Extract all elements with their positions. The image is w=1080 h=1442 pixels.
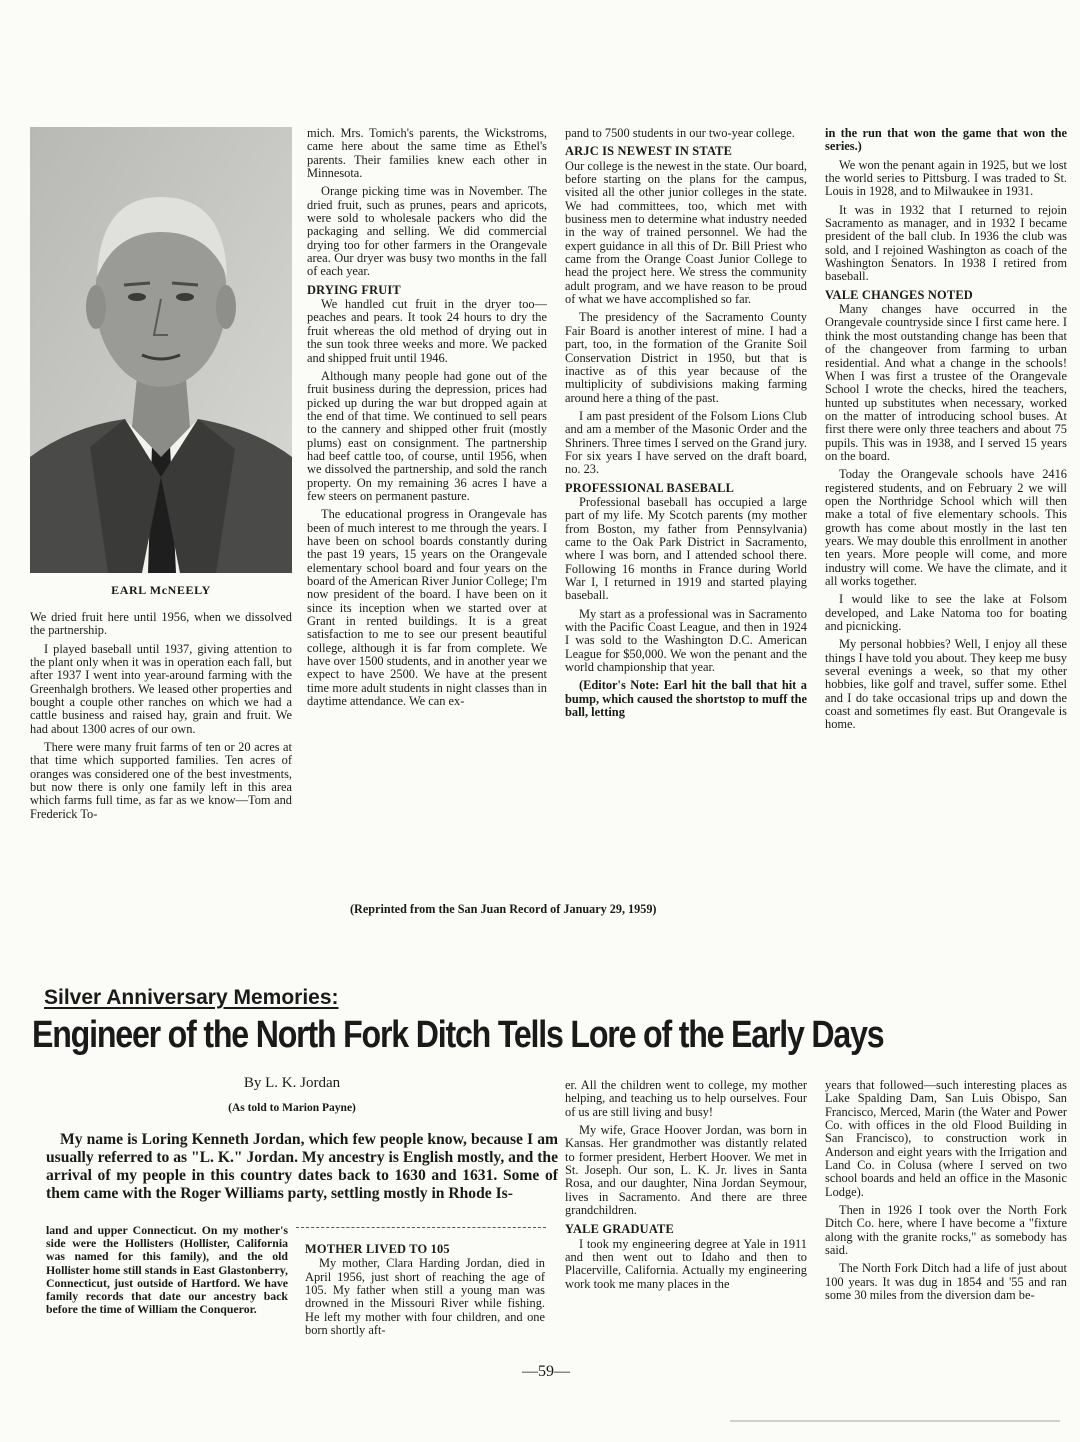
article1-column-4 [825, 127, 1067, 892]
paragraph: Today the Orangevale schools have 2416 registered students, and on February 2 we will open the Northridge School which will then make a total of five elementary schools. This growth has come about mostly in the last ten years. We may double this enrollment in another ten years. More people will come, and more industry will come. We have the climate, and it all works together. [825, 467, 1067, 588]
paragraph: The North Fork Ditch had a life of just about 100 years. It was dug in 1854 and '55 and ran some 30 miles from the diversion dam be- [825, 1261, 1067, 1303]
paragraph: I took my engineering degree at Yale in 1911 and then went out to Idaho and then to Placerville, California. Actually my engineering work took me many places in the [565, 1236, 807, 1291]
section-heading: ARJC IS NEWEST IN STATE [565, 144, 733, 159]
paragraph: The educational progress in Orangevale has been of much interest to me through the years. I have been on school boards constantly during the past 19 years, 15 years on the Orangevale elementary school board and four years on the board of the American River Junior College; I'm now president of the board. I have been on it since its inception when we started over at Grant in rented buildings. It is a great satisfaction to me to see our present beautiful college, although it is far from complete. We have over 1500 students, and in another year we expect to have 2500. We have at the present time more adult students in night classes than in daytime attendance. We can ex- [307, 507, 547, 709]
divider [296, 1227, 546, 1228]
paragraph: My personal hobbies? Well, I enjoy all these things I have told you about. They keep me busy several evenings a week, so that my other hobbies, like golf and travel, suffer some. Ethel and I do take occasional trips up and down the coast and sometimes fly east. But Orangevale is home. [825, 637, 1067, 732]
photo-caption: EARL McNEELY [111, 583, 211, 597]
section-heading: VALE CHANGES NOTED [825, 287, 973, 302]
paragraph: years that followed—such interesting places as Lake Spalding Dam, San Luis Obispo, San Francisco, Merced, Marin (the Water and Power Co. with offices in the old Flood Building in San Francisco), to construction work in Anderson and eight years with the Irrigation and Land Co. in Colusa (where I served on two school boards and held an office in the Masonic Lodge). [825, 1079, 1067, 1199]
section-kicker: Silver Anniversary Memories: [44, 986, 339, 1009]
section-heading: DRYING FRUIT [307, 282, 401, 297]
article2-column-3 [565, 1079, 807, 1364]
paragraph: We won the penant again in 1925, but we lost the world series to Pittsburg. I was traded to St. Louis in 1928, and to Milwaukee in 1931. [825, 157, 1067, 199]
article1-column-1 [30, 611, 292, 891]
paragraph: pand to 7500 students in our two-year college. [565, 127, 795, 140]
paragraph: land and upper Connecticut. On my mother's side were the Hollisters (Hollister, California was named for this family), and the old Hollister home still stands in East Glastonberry, Connecticut, just outside of Hartford. We have family records that date our ancestry back before the time of William the Conqueror. [46, 1224, 288, 1317]
paragraph: My mother, Clara Harding Jordan, died in April 1956, just short of reaching the age of 105. My father when still a young man was drowned in the Missouri River while fishing. He left my mother with four children, and one born shortly aft- [305, 1256, 545, 1338]
paragraph: I am past president of the Folsom Lions Club and am a member of the Masonic Order and the Shriners. Three times I served on the Grand jury. For six years I have served on the draft board, no. 23. [565, 408, 807, 477]
byline: By L. K. Jordan [243, 1075, 341, 1091]
article1-column-3 [565, 127, 807, 892]
paragraph: Many changes have occurred in the Orangevale countryside since I first came here. I think the most outstanding change has been that of the changeover from farming to urban residential. And what a change in the schools! When I was first a trustee of the Orangevale School I wrote the checks, hired the teachers, hunted up substitutes when necessary, worked on the matter of introducing school buses. At first there were only three teachers and about 75 pupils. This was in 1938, and I served 15 years on the board. [825, 302, 1067, 463]
article1-column-2 [307, 127, 547, 892]
paragraph: We handled cut fruit in the dryer too—peaches and pears. It took 24 hours to dry the fruit whereas the old method of drying out in the sun took three weeks and more. We packed and shipped fruit until 1946. [307, 297, 547, 365]
paragraph: We dried fruit here until 1956, when we dissolved the partnership. [30, 611, 292, 638]
article2-column-1 [46, 1224, 288, 1364]
as-told-credit: (As told to Marion Payne) [228, 1102, 356, 1114]
paragraph: I played baseball until 1937, giving attention to the plant only when it was in operation each fall, but after 1937 I went into year-around farming with the Greenhalgh brothers. We leased other properties and bought a couple other ranches on which we had a cattle business and raised hay, grain and fruit. We had about 1300 acres of our own. [30, 641, 292, 736]
paragraph: Orange picking time was in November. The dried fruit, such as prunes, pears and apricots, were sold to wholesale packers who did the packaging and selling. We did commercial drying too for other farmers in the Orangevale area. Our dryer was busy two months in the fall of each year. [307, 184, 547, 279]
paragraph: There were many fruit farms of ten or 20 acres at that time which supported families. Ten acres of oranges was considered one of the best investments, but now there is only one family left in this area which farms full time, as far as we know—Tom and Frederick To- [30, 740, 292, 821]
article2-column-2 [305, 1241, 545, 1366]
section-heading: PROFESSIONAL BASEBALL [565, 480, 735, 495]
article2-column-4 [825, 1079, 1067, 1364]
paragraph: My wife, Grace Hoover Jordan, was born in Kansas. Her grandmother was distantly related to former president, Herbert Hoover. We met in St. Joseph. Our son, L. K. Jr. lives in Santa Rosa, and our daughter, Nina Jordan Seymour, lives in Sacramento. And there are three grandchildren. [565, 1123, 807, 1218]
paragraph: My start as a professional was in Sacramento with the Pacific Coast League, and then in 1924 I was sold to the Washington D.C. American League for $50,000. We won the penant and the world championship that year. [565, 606, 807, 675]
paragraph: Although many people had gone out of the fruit business during the depression, prices had picked up during the war but dropped again at the end of that time. We continued to sell pears to the cannery and shipped other fruit (mostly plums) east on consignment. The partnership had beef cattle too, of course, until 1956, when we dissolved the partnership, and sold the ranch property. On my remaining 36 acres I have a few steers on permanent pasture. [307, 368, 547, 503]
paragraph: er. All the children went to college, my mother helping, and teaching us to help ourselves. Four of us are still living and busy! [565, 1079, 807, 1119]
section-heading: MOTHER LIVED TO 105 [305, 1242, 450, 1256]
lead-paragraph: My name is Loring Kenneth Jordan, which few people know, because I am usually referred to as "L. K." Jordan. My ancestry is English mostly, and the arrival of my people in this country dates back to 1630 and 1631. Some of them came with the Roger Williams party, settling mostly in Rhode Is- [46, 1131, 558, 1202]
article-headline: Engineer of the North Fork Ditch Tells Lore of the Early Days [32, 1014, 884, 1056]
section-heading: YALE GRADUATE [565, 1222, 674, 1237]
reprint-note: (Reprinted from the San Juan Record of January 29, 1959) [350, 902, 657, 916]
paragraph: I would like to see the lake at Folsom developed, and Lake Natoma too for boating and picnicking. [825, 592, 1067, 634]
portrait-illustration [30, 127, 292, 573]
scan-artifact [730, 1420, 1060, 1422]
paragraph: The presidency of the Sacramento County Fair Board is another interest of mine. I had a part, too, in the formation of the Granite Soil Conservation District in 1950, but that is inactive as of this year because of the multiplicity of subdivisions making farming around here a thing of the past. [565, 310, 807, 405]
paragraph: Then in 1926 I took over the North Fork Ditch Co. here, where I have become a "fixture along with the granite rocks," as somebody has said. [825, 1203, 1067, 1258]
editors-note: (Editor's Note: Earl hit the ball that hit a bump, which caused the shortstop to muff the ball, letting [565, 678, 807, 720]
page-number: —59— [522, 1363, 570, 1380]
paragraph: It was in 1932 that I returned to rejoin Sacramento as manager, and in 1932 I became president of the ball club. In 1936 the club was sold, and I rejoined Washington as coach of the Washington Senators. In 1938 I retired from baseball. [825, 202, 1067, 284]
portrait-photo [30, 127, 292, 573]
editors-note-continued: in the run that won the game that won the series.) [825, 127, 1067, 154]
paragraph: mich. Mrs. Tomich's parents, the Wickstroms, came here about the same time as Ethel's parents. Their families knew each other in Minnesota. [307, 127, 547, 181]
paragraph: Professional baseball has occupied a large part of my life. My Scotch parents (my mother from Boston, my father from Pennsylvania) came to the Oak Park District in Sacramento, where I was born, and I attended school there. Following 16 months in France during World War I, I returned in 1919 and started playing baseball. [565, 494, 807, 603]
paragraph: Our college is the newest in the state. Our board, before starting on the plans for the campus, visited all the other junior colleges in the state. We had committees, too, which met with business men to determine what industry needed in the way of trained personnel. We had the expert guidance in all this of Dr. Bill Priest who came from the Orange Coast Junior College to head the project here. We stress the community adult program, and we have reason to be proud of what we have accomplished so far. [565, 158, 807, 307]
